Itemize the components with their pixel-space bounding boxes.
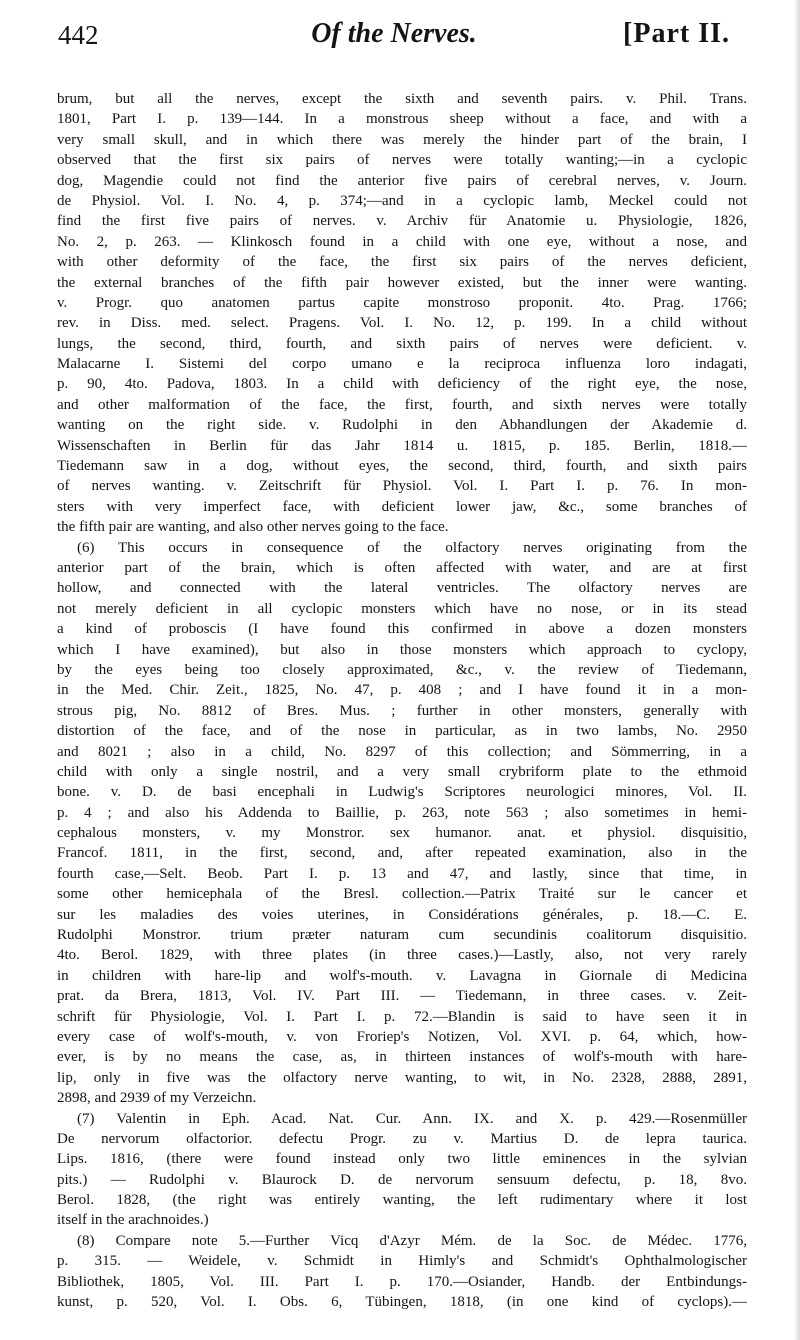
- text-line: de Physiol. Vol. I. No. 4, p. 374;—and in a cyclopic lamb, Meckel could not: [57, 192, 747, 209]
- text-line: pits.) — Rudolphi v. Blaurock D. de nervorum sensuum defectu, p. 18, 8vo.: [57, 1171, 747, 1188]
- text-line: Lips. 1816, (there were found instead only two little eminences in the sylvian: [57, 1151, 747, 1168]
- text-line: Berol. 1828, (the right was entirely wanting, the left rudimentary where it lost: [57, 1192, 747, 1209]
- footnote-text-block: [57, 89, 747, 1312]
- text-line: (8) Compare note 5.—Further Vicq d'Azyr Mém. de la Soc. de Médec. 1776,: [77, 1232, 747, 1249]
- text-line: in children with hare-lip and wolf's-mouth. v. Lavagna in Giornale di Medicina: [57, 967, 747, 984]
- text-line: distortion of the face, and of the nose in particular, as in two lambs, No. 2950: [57, 723, 747, 740]
- text-line: schrift für Physiologie, Vol. I. Part I. p. 72.—Blandin is said to have seen it in: [57, 1008, 747, 1025]
- page-number: 442: [58, 20, 99, 50]
- text-line: hollow, and connected with the lateral ventricles. The olfactory nerves are: [57, 580, 747, 597]
- text-line: v. Progr. quo anatomen partus capite monstroso proponit. 4to. Prag. 1766;: [57, 294, 747, 311]
- text-line: sters with very imperfect face, with deficient lower jaw, &c., some branches of: [57, 498, 747, 515]
- text-line: No. 2, p. 263. — Klinkosch found in a child with one eye, without a nose, and: [57, 233, 747, 250]
- text-line: p. 315. — Weidele, v. Schmidt in Himly's and Schmidt's Ophthalmologischer: [57, 1253, 747, 1270]
- text-line: 2898, and 2939 of my Verzeichn.: [57, 1090, 257, 1107]
- text-line: which I have examined), but also in those monsters which approach to cyclopy,: [57, 641, 747, 658]
- running-header: [44, 0, 744, 70]
- text-line: some other hemicephala of the Bresl. collection.—Patrix Traité sur le cancer et: [57, 886, 747, 903]
- text-line: lip, only in five was the olfactory nerve wanting, to wit, in No. 2328, 2888, 2891,: [57, 1069, 747, 1086]
- text-line: 1801, Part I. p. 139—144. In a monstrous sheep without a face, and with a: [57, 111, 747, 128]
- text-line: prat. da Brera, 1813, Vol. IV. Part III. — Tiedemann, in three cases. v. Zeit-: [57, 988, 747, 1005]
- text-line: Tiedemann saw in a dog, without eyes, the second, third, fourth, and sixth pairs: [57, 458, 747, 475]
- text-line: (7) Valentin in Eph. Acad. Nat. Cur. Ann. IX. and X. p. 429.—Rosenmüller: [77, 1110, 747, 1127]
- text-line: and 8021 ; also in a child, No. 8297 of this collection; and Sömmerring, in a: [57, 743, 747, 760]
- text-line: fourth case,—Selt. Beob. Part I. p. 13 and 47, and lastly, since that time, in: [57, 865, 747, 882]
- text-line: with other deformity of the face, the first six pairs of the nerves deficient,: [57, 254, 747, 271]
- text-line: a kind of proboscis (I have found this confirmed in above a dozen monsters: [57, 621, 747, 638]
- text-line: child with only a single nostril, and a very small crybriform plate to the ethmoid: [57, 763, 747, 780]
- text-line: every case of wolf's-mouth, v. von Froriep's Notizen, Vol. XVI. p. 64, which, how-: [57, 1028, 747, 1045]
- text-line: Rudolphi Monstror. trium præter naturam cum secundinis coalitorum disquisitio.: [57, 927, 747, 944]
- text-line: the external branches of the fifth pair however existed, but the inner were wanting.: [57, 274, 747, 291]
- text-line: anterior part of the brain, which is often affected with water, and are at first: [57, 559, 747, 576]
- text-line: rev. in Diss. med. select. Pragens. Vol. I. No. 12, p. 199. In a child without: [57, 315, 747, 332]
- text-line: lungs, the second, third, fourth, and sixth pairs of nerves were deficient. v.: [57, 335, 747, 352]
- part-label: [Part II.: [623, 18, 730, 49]
- text-line: brum, but all the nerves, except the sixth and seventh pairs. v. Phil. Trans.: [57, 91, 747, 107]
- text-line: by the eyes being too closely approximated, &c., v. the review of Tiedemann,: [57, 661, 747, 678]
- text-line: De nervorum olfactorior. defectu Progr. zu v. Martius D. de lepra taurica.: [57, 1130, 747, 1147]
- text-line: cephalous monsters, v. my Monstror. sex humanor. anat. et physiol. disquisitio,: [57, 825, 747, 842]
- text-line: and other malformation of the face, the first, fourth, and sixth nerves were totally: [57, 396, 747, 413]
- text-line: itself in the arachnoides.): [57, 1212, 209, 1229]
- text-line: Wissenschaften in Berlin für das Jahr 1814 u. 1815, p. 185. Berlin, 1818.—: [57, 437, 747, 454]
- text-line: in the Med. Chir. Zeit., 1825, No. 47, p. 408 ; and I have found it in a mon-: [57, 682, 747, 699]
- running-title: Of the Nerves.: [311, 18, 477, 49]
- text-line: find the first five pairs of nerves. v. Archiv für Anatomie u. Physiologie, 1826,: [57, 213, 747, 230]
- text-line: Bibliothek, 1805, Vol. III. Part I. p. 170.—Osiander, Handb. der Entbindungs-: [57, 1273, 747, 1290]
- text-line: ever, is by no means the case, as, in thirteen instances of wolf's-mouth with hare-: [57, 1049, 747, 1066]
- text-line: Malacarne I. Sistemi del corpo umano e la reciproca influenza loro indagati,: [57, 356, 747, 373]
- page-edge-shadow: [794, 0, 800, 1340]
- text-line: (6) This occurs in consequence of the olfactory nerves originating from the: [77, 539, 747, 556]
- text-line: bone. v. D. de basi encephali in Ludwig's Scriptores neurologici minores, Vol. II.: [57, 784, 747, 801]
- text-line: not merely deficient in all cyclopic monsters which have no nose, or in its stead: [57, 600, 747, 617]
- text-line: Francof. 1811, in the first, second, and, after repeated examination, also in the: [57, 845, 747, 862]
- text-line: strous pig, No. 8812 of Bres. Mus. ; further in other monsters, generally with: [57, 702, 747, 719]
- text-line: 4to. Berol. 1829, with three plates (in three cases.)—Lastly, also, not very rarely: [57, 947, 747, 964]
- text-line: sur les maladies des voies uterines, in Considérations générales, p. 18.—C. E.: [57, 906, 747, 923]
- text-line: wanting on the right side. v. Rudolphi in den Abhandlungen der Akademie d.: [57, 417, 747, 434]
- text-line: the fifth pair are wanting, and also other nerves going to the face.: [57, 519, 449, 536]
- text-line: dog, Magendie could not find the anterior five pairs of cerebral nerves, v. Journ.: [57, 172, 747, 189]
- text-line: very small skull, and in which there was merely the hinder part of the brain, I: [57, 131, 747, 148]
- text-line: observed that the first six pairs of nerves were totally wanting;—in a cyclopic: [57, 152, 747, 169]
- text-line: p. 4 ; and also his Addenda to Baillie, p. 263, note 563 ; also sometimes in hemi-: [57, 804, 747, 821]
- text-line: p. 90, 4to. Padova, 1803. In a child with deficiency of the right eye, the nose,: [57, 376, 747, 393]
- text-line: of nerves wanting. v. Zeitschrift für Physiol. Vol. I. Part I. p. 76. In mon-: [57, 478, 747, 495]
- text-line: kunst, p. 520, Vol. I. Obs. 6, Tübingen, 1818, (in one kind of cyclops).—: [57, 1294, 747, 1311]
